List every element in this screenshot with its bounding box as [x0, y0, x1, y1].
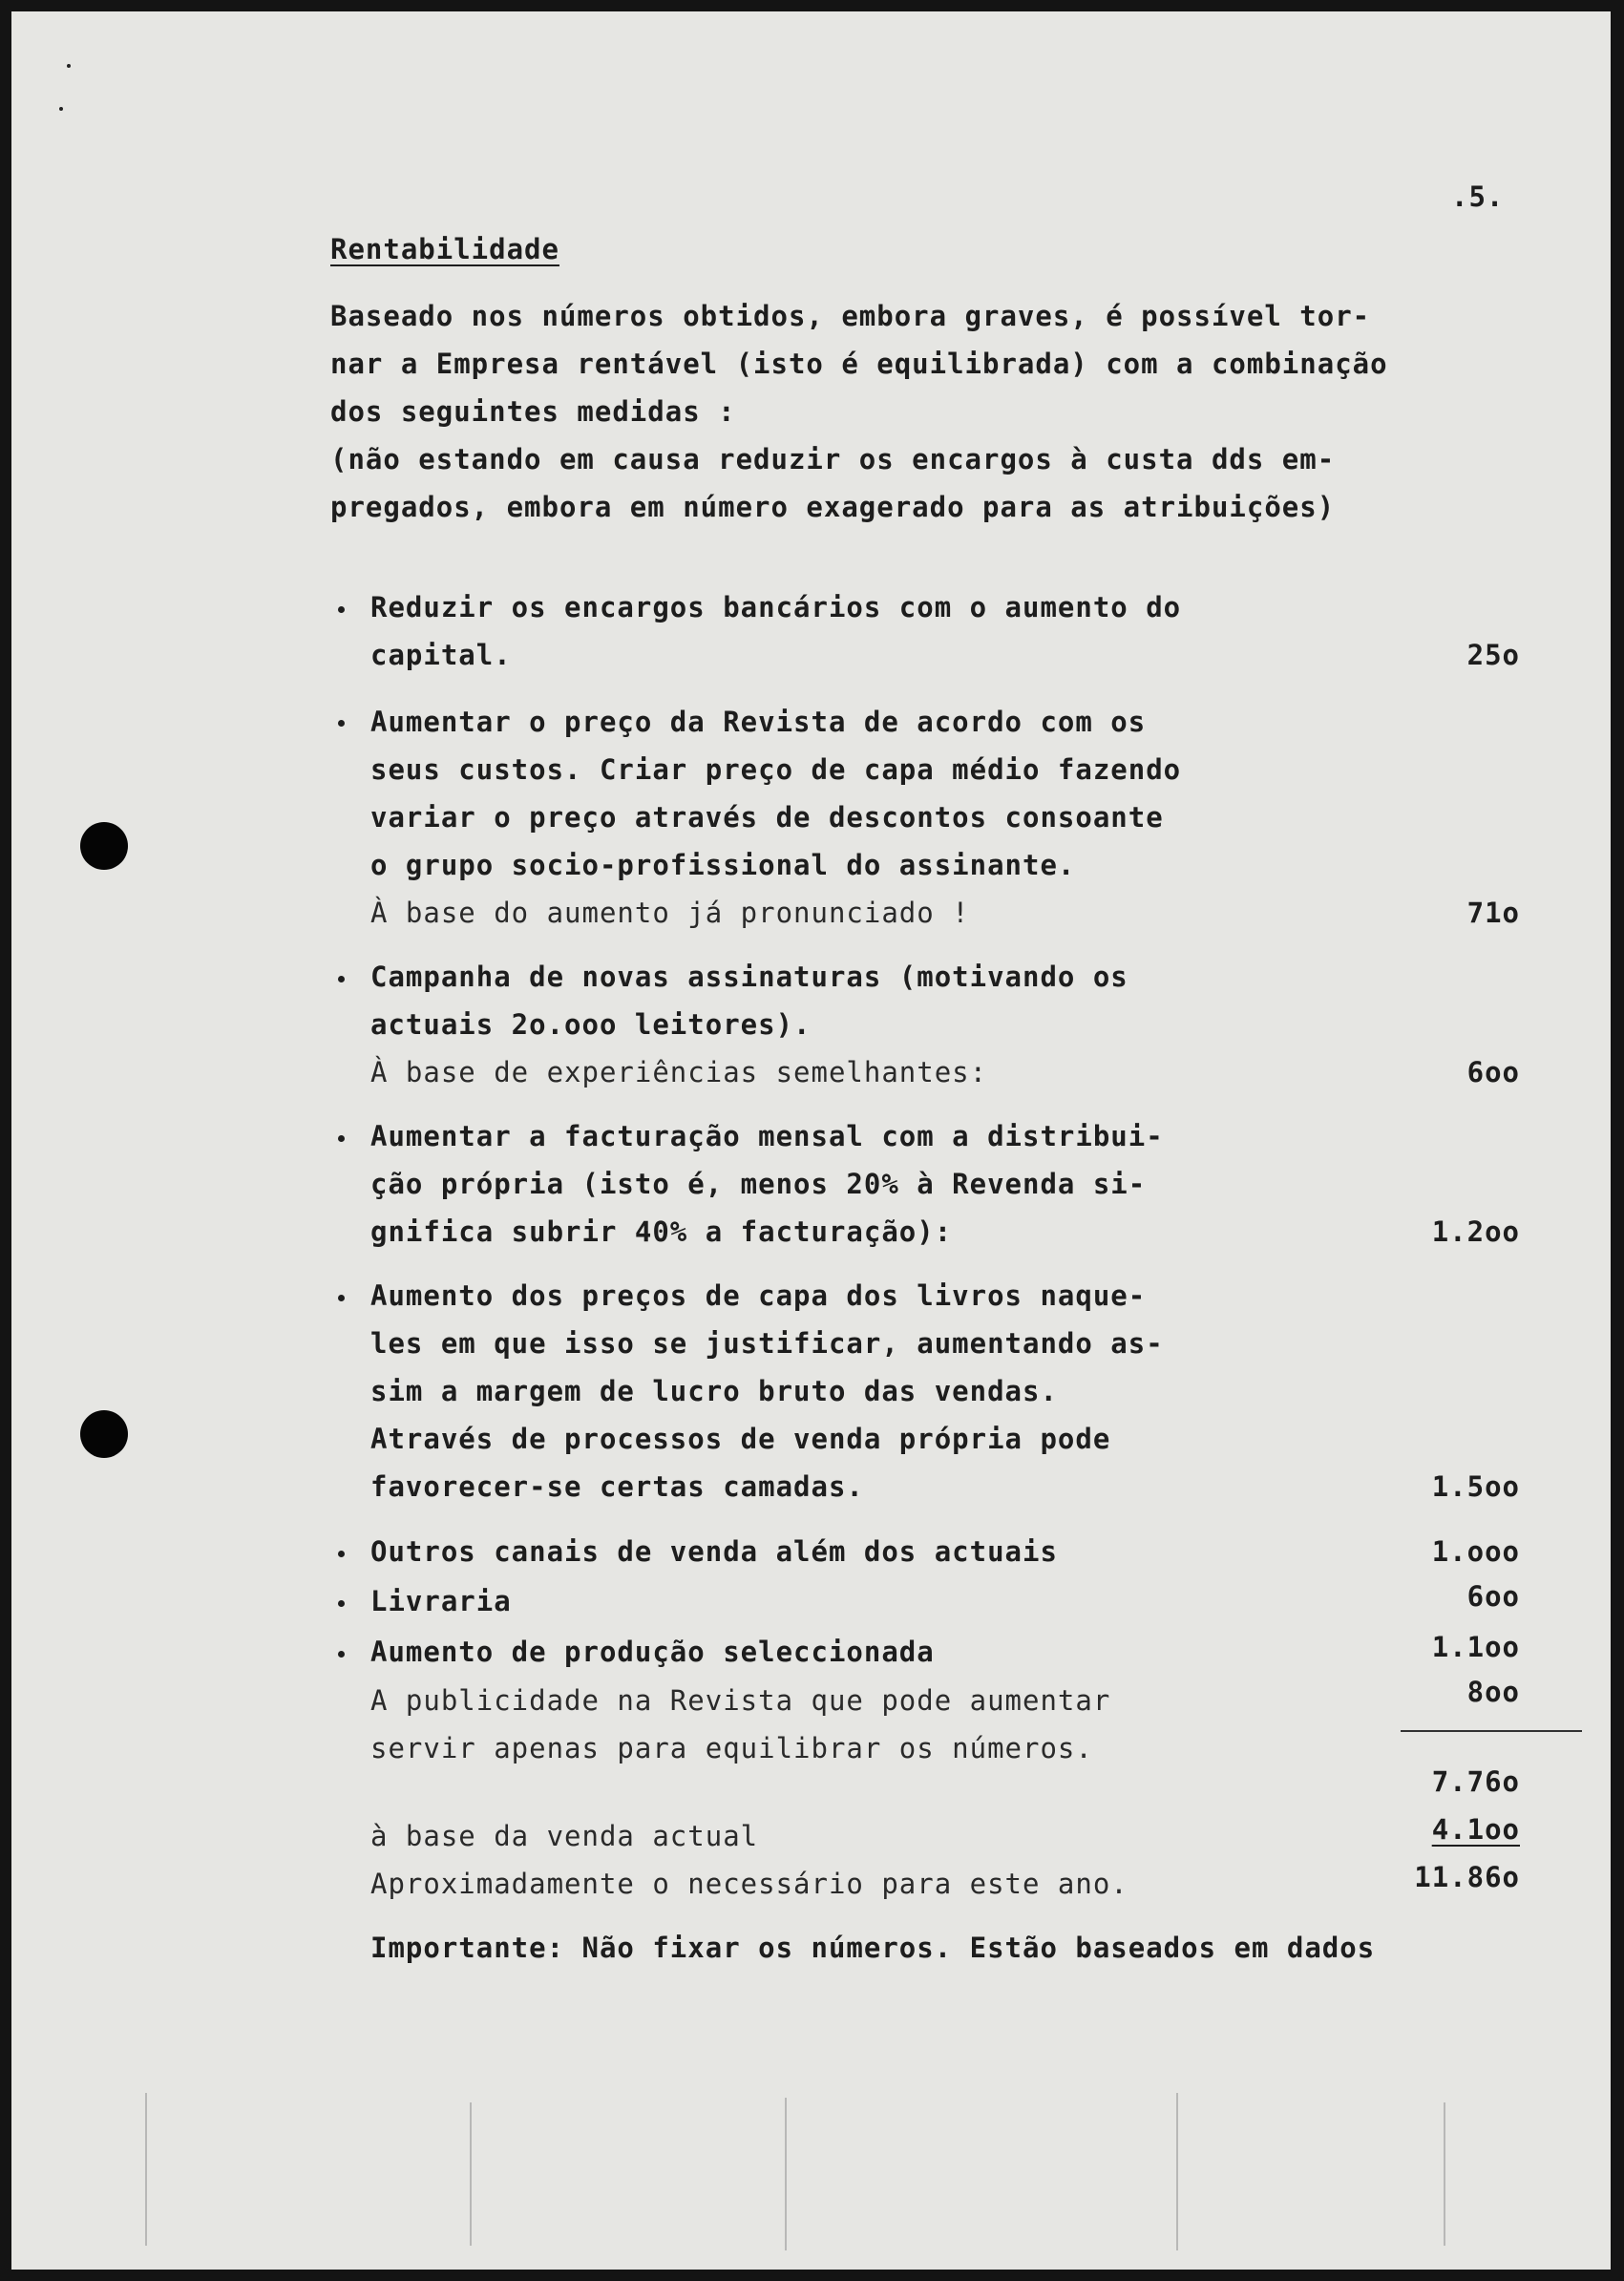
- item-value: 1.5oo: [1431, 1470, 1520, 1503]
- item-line: Aumento de produção seleccionada: [370, 1636, 935, 1668]
- base-sales-label: à base da venda actual: [370, 1820, 759, 1852]
- document-page: [11, 11, 1611, 2270]
- item-line: gnifica subrir 40% a facturação):: [370, 1215, 953, 1248]
- punch-hole-top: [80, 822, 128, 870]
- item-line: Reduzir os encargos bancários com o aumento do: [370, 591, 1182, 623]
- intro-line: (não estando em causa reduzir os encargos à custa dds em-: [330, 443, 1336, 475]
- publicity-line: A publicidade na Revista que pode aumentar: [370, 1684, 1111, 1717]
- item-line: o grupo socio-profissional do assinante.: [370, 849, 1076, 881]
- item-line: Livraria: [370, 1585, 512, 1617]
- punch-hole-bottom: [80, 1410, 128, 1458]
- bullet: [338, 976, 345, 982]
- bullet: [338, 720, 345, 727]
- bullet: [338, 1551, 345, 1557]
- item-value: 6oo: [1466, 1580, 1520, 1613]
- page-number: .5.: [1451, 180, 1505, 213]
- item-line: les em que isso se justificar, aumentando as-: [370, 1327, 1164, 1360]
- item-line: ção própria (isto é, menos 20% à Revenda si-: [370, 1168, 1147, 1200]
- publicity-line: servir apenas para equilibrar os números.: [370, 1732, 1093, 1764]
- item-line: capital.: [370, 639, 512, 671]
- base-sales-value: 4.1oo: [1431, 1813, 1520, 1846]
- publicity-value: 8oo: [1466, 1676, 1520, 1708]
- bullet: [338, 1651, 345, 1658]
- scan-mark: [785, 2098, 787, 2250]
- item-line: Campanha de novas assinaturas (motivando os: [370, 961, 1128, 993]
- section-heading: Rentabilidade: [330, 233, 559, 265]
- subtotal-value: 7.76o: [1431, 1765, 1520, 1798]
- item-line: actuais 2o.ooo leitores).: [370, 1008, 812, 1041]
- intro-line: Baseado nos números obtidos, embora graves, é possível tor-: [330, 300, 1371, 332]
- intro-line: pregados, embora em número exagerado para as atribuições): [330, 491, 1336, 523]
- scan-mark: [145, 2093, 147, 2246]
- item-line: seus custos. Criar preço de capa médio fazendo: [370, 753, 1182, 786]
- item-value: 71o: [1466, 897, 1520, 929]
- item-line: Aumentar o preço da Revista de acordo com os: [370, 706, 1147, 738]
- bullet: [338, 1135, 345, 1142]
- intro-line: dos seguintes medidas :: [330, 395, 736, 428]
- item-line: À base do aumento já pronunciado !: [370, 897, 970, 929]
- sum-rule: [1401, 1730, 1582, 1732]
- bullet: [338, 1600, 345, 1607]
- total-label: Aproximadamente o necessário para este ano.: [370, 1868, 1128, 1900]
- item-line: favorecer-se certas camadas.: [370, 1470, 864, 1503]
- item-line: Outros canais de venda além dos actuais: [370, 1535, 1058, 1568]
- closing-note: Importante: Não fixar os números. Estão baseados em dados: [370, 1932, 1376, 1964]
- item-value: 6oo: [1466, 1056, 1520, 1088]
- item-line: variar o preço através de descontos consoante: [370, 801, 1164, 834]
- scan-mark: [1176, 2093, 1178, 2250]
- bullet: [338, 606, 345, 613]
- item-value: 1.2oo: [1431, 1215, 1520, 1248]
- total-value: 11.86o: [1414, 1861, 1520, 1893]
- item-line: sim a margem de lucro bruto das vendas.: [370, 1375, 1058, 1407]
- item-value: 1.1oo: [1431, 1631, 1520, 1663]
- item-line: Através de processos de venda própria pode: [370, 1423, 1111, 1455]
- item-value: 25o: [1466, 639, 1520, 671]
- item-line: Aumento dos preços de capa dos livros naque-: [370, 1279, 1147, 1312]
- speck: [67, 64, 71, 68]
- scan-mark: [1444, 2102, 1445, 2246]
- speck: [59, 107, 63, 111]
- item-line: Aumentar a facturação mensal com a distribui-: [370, 1120, 1164, 1152]
- intro-line: nar a Empresa rentável (isto é equilibrada) com a combinação: [330, 348, 1388, 380]
- bullet: [338, 1295, 345, 1301]
- scan-mark: [470, 2102, 472, 2246]
- item-value: 1.ooo: [1431, 1535, 1520, 1568]
- item-line: À base de experiências semelhantes:: [370, 1056, 988, 1088]
